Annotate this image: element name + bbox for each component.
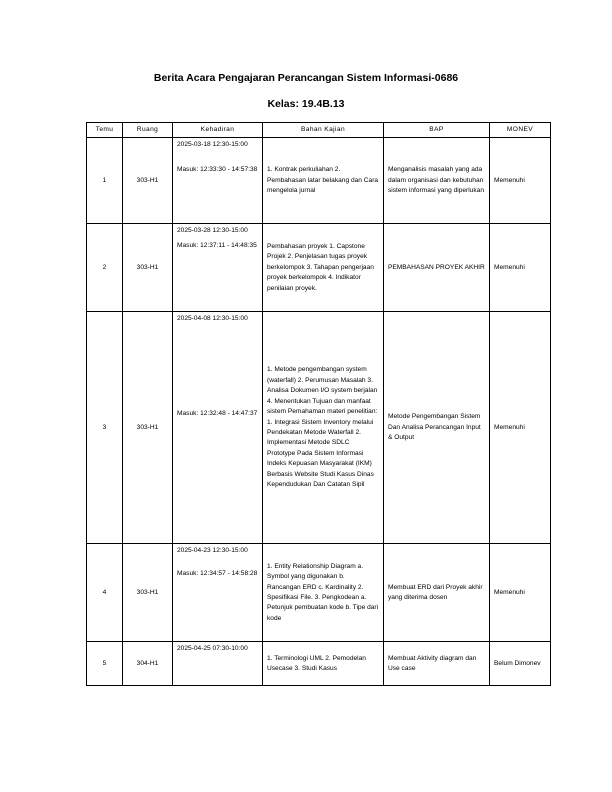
table-row <box>87 312 551 544</box>
schedule-time: 2025-04-23 12:30-15:00 <box>177 547 248 555</box>
cell-bap: Membuat ERD dari Proyek akhir yang diterima dosen <box>384 544 490 642</box>
teaching-record-table <box>86 122 551 686</box>
header-temu: Temu <box>87 123 123 138</box>
header-bahan-kajian: Bahan Kajian <box>263 123 384 138</box>
cell-kehadiran <box>173 224 263 312</box>
cell-temu: 5 <box>87 642 123 686</box>
cell-bap: PEMBAHASAN PROYEK AKHIR <box>384 224 490 312</box>
cell-ruang: 304-H1 <box>123 642 173 686</box>
cell-bahan-kajian: 1. Metode pengembangan system (waterfall) 2. Perumusan Masalah 3. Analisa Dokumen I/O system berjalan 4. Menentukan Tujuan dan manfaat sistem Pemahaman materi penelitian: 1. Integrasi Sistem Inventory melalui Pendekatan Metode Waterfall 2. Implementasi Metode SDLC Prototype Pada Sistem Informasi Indeks Kepuasan Masyarakat (IKM) Berbasis Website Studi Kasus Dinas Kependudukan Dan Catatan Sipil <box>263 312 384 544</box>
cell-kehadiran <box>173 138 263 224</box>
cell-monev: Memenuhi <box>490 312 551 544</box>
cell-kehadiran <box>173 642 263 686</box>
cell-ruang: 303-H1 <box>123 224 173 312</box>
cell-ruang: 303-H1 <box>123 544 173 642</box>
cell-ruang: 303-H1 <box>123 312 173 544</box>
schedule-time: 2025-03-28 12:30-15:00 <box>177 227 248 235</box>
cell-bahan-kajian: 1. Terminologi UML 2. Pemodelan Usecase 3. Studi Kasus <box>263 642 384 686</box>
cell-temu: 4 <box>87 544 123 642</box>
cell-ruang: 303-H1 <box>123 138 173 224</box>
schedule-time: 2025-04-08 12:30-15:00 <box>177 315 248 323</box>
cell-temu: 3 <box>87 312 123 544</box>
class-label: Kelas: 19.4B.13 <box>267 98 345 110</box>
cell-monev: Belum Dimonev <box>490 642 551 686</box>
table-header-row <box>87 123 551 138</box>
header-ruang: Ruang <box>123 123 173 138</box>
schedule-time: 2025-03-18 12:30-15:00 <box>177 141 248 149</box>
table-row <box>87 544 551 642</box>
header-monev: MONEV <box>490 123 551 138</box>
attendance-time: Masuk: 12:34:57 - 14:58:28 <box>177 569 258 577</box>
cell-temu: 2 <box>87 224 123 312</box>
cell-kehadiran <box>173 312 263 544</box>
table-row <box>87 642 551 686</box>
cell-bahan-kajian: Pembahasan proyek 1. Capstone Projek 2. Penjelasan tugas proyek berkelompok 3. Tahapan pengerjaan proyek berkelompok 4. Indikator penilaian proyek. <box>263 224 384 312</box>
cell-bap: Menganalisis masalah yang ada dalam organisasi dan kebutuhan sistem informasi yang diperlukan <box>384 138 490 224</box>
attendance-time: Masuk: 12:37:11 - 14:48:35 <box>177 241 257 249</box>
document-title: Berita Acara Pengajaran Perancangan Sistem Informasi-0686 <box>153 72 459 84</box>
header-bap: BAP <box>384 123 490 138</box>
cell-monev: Memenuhi <box>490 138 551 224</box>
schedule-time: 2025-04-25 07:30-10:00 <box>177 645 248 653</box>
table-row <box>87 224 551 312</box>
header-kehadiran: Kehadiran <box>173 123 263 138</box>
table-row <box>87 138 551 224</box>
cell-kehadiran <box>173 544 263 642</box>
cell-monev: Memenuhi <box>490 544 551 642</box>
cell-bap: Membuat Aktivity diagram dan Use case <box>384 642 490 686</box>
cell-bahan-kajian: 1. Kontrak perkuliahan 2. Pembahasan latar belakang dan Cara mengelola jurnal <box>263 138 384 224</box>
cell-monev: Memenuhi <box>490 224 551 312</box>
attendance-time: Masuk: 12:32:48 - 14:47:37 <box>177 409 258 417</box>
attendance-time: Masuk: 12:33:30 - 14:57:38 <box>177 165 258 173</box>
cell-temu: 1 <box>87 138 123 224</box>
cell-bap: Metode Pengembangan Sistem Dan Analisa Perancangan Input & Output <box>384 312 490 544</box>
cell-bahan-kajian: 1. Entity Relationship Diagram a. Symbol yang digunakan b. Rancangan ERD c. Kardinality 2. Spesifikasi File. 3. Pengkodean a. Petunjuk pembuatan kode b. Tipe dari kode <box>263 544 384 642</box>
